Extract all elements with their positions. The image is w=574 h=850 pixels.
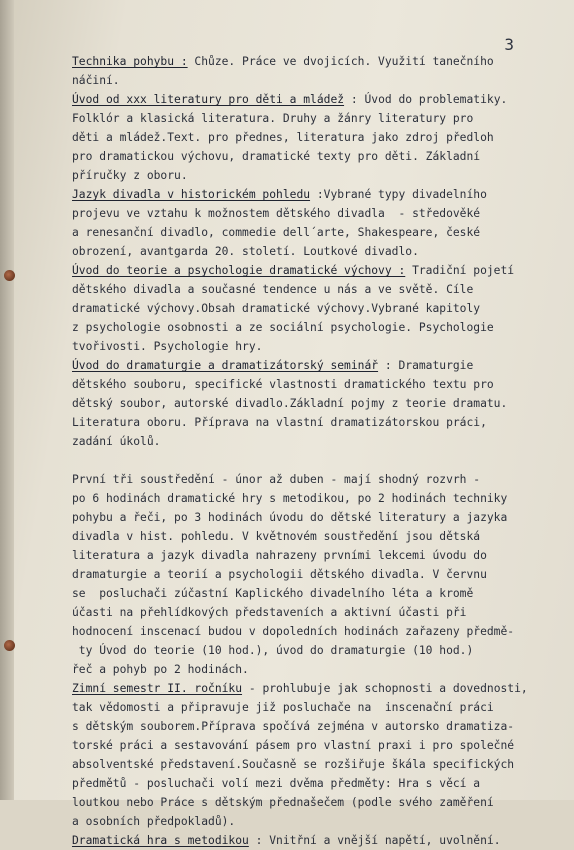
text-line: Folklór a klasická literatura. Druhy a žánry literatury pro bbox=[72, 112, 474, 125]
text-line: Tradiční pojetí bbox=[405, 264, 515, 277]
section-teorie-psychologie bbox=[72, 261, 564, 356]
document-body bbox=[72, 52, 564, 850]
paragraph-gap bbox=[72, 451, 564, 470]
section-uvod-literatury bbox=[72, 90, 564, 185]
section-dramaturgie-seminar bbox=[72, 356, 564, 451]
text-line: účasti na přehlídkových představeních a aktivní účasti při bbox=[72, 606, 467, 619]
text-line: pro dramatickou výchovu, dramatické texty pro děti. Základní bbox=[72, 150, 481, 163]
page-fold-shadow bbox=[0, 0, 14, 800]
text-line: příručky z oboru. bbox=[72, 169, 188, 182]
punch-hole bbox=[4, 640, 15, 651]
text-line: se posluchači zúčastní Kaplického divadelního léta a kromě bbox=[72, 587, 474, 600]
text-line: dětského souboru, specifické vlastnosti dramatického textu pro bbox=[72, 378, 494, 391]
text-line: projevu ve vztahu k možnostem dětského divadla - středověké bbox=[72, 207, 481, 220]
page-number: 3 bbox=[504, 35, 514, 54]
text-line: absolventské představení.Současně se rozšiřuje škála specifických bbox=[72, 758, 515, 771]
text-line: torské práci a sestavování pásem pro vlastní praxi i pro společné bbox=[72, 739, 515, 752]
text-line: náčiní. bbox=[72, 74, 120, 87]
text-line: po 6 hodinách dramatické hry s metodikou, po 2 hodinách techniky bbox=[72, 492, 508, 505]
punch-hole bbox=[4, 270, 15, 281]
text-line: : Dramaturgie bbox=[378, 359, 474, 372]
text-line: a renesanční divadlo, commedie dell´arte, Shakespeare, české bbox=[72, 226, 481, 239]
text-line: : Úvod do problematiky. bbox=[344, 93, 508, 106]
text-line: děti a mládež.Text. pro přednes, literatura jako zdroj předloh bbox=[72, 131, 494, 144]
text-line: tak vědomosti a připravuje již posluchače na inscenační práci bbox=[72, 701, 494, 714]
text-line: Literatura oboru. Příprava na vlastní dramatizátorskou práci, bbox=[72, 416, 487, 429]
section-jazyk-divadla bbox=[72, 185, 564, 261]
text-line: obrození, avantgarda 20. století. Loutkové divadlo. bbox=[72, 245, 419, 258]
text-line: pohybu a řeči, po 3 hodinách úvodu do dětské literatury a jazyka bbox=[72, 511, 508, 524]
section-zimni-semestr bbox=[72, 679, 564, 831]
text-line: předmětů - posluchači volí mezi dvěma předměty: Hra s věcí a bbox=[72, 777, 481, 790]
section-heading: Úvod do dramaturgie a dramatizátorský seminář bbox=[72, 359, 379, 372]
text-line: zadání úkolů. bbox=[72, 435, 161, 448]
paragraph-schedule bbox=[72, 470, 564, 679]
text-line: dětského divadla a současné tendence u nás a ve světě. Cíle bbox=[72, 283, 474, 296]
section-heading: Úvod od xxx literatury pro děti a mládež bbox=[72, 93, 345, 106]
section-heading: Úvod do teorie a psychologie dramatické výchovy : bbox=[72, 264, 406, 277]
text-line: divadla v hist. pohledu. V květnovém soustředění jsou dětská bbox=[72, 530, 481, 543]
text-line: :Vybrané typy divadelního bbox=[310, 188, 487, 201]
text-line: s dětským souborem.Příprava spočívá zejména v autorsko dramatiza- bbox=[72, 720, 515, 733]
section-heading: Jazyk divadla v historickém pohledu bbox=[72, 188, 311, 201]
text-line: loutkou nebo Práce s dětským přednašečem (podle svého zaměření bbox=[72, 796, 494, 809]
section-heading: Zimní semestr II. ročníku bbox=[72, 682, 243, 695]
text-line: dětský soubor, autorské divadlo.Základní pojmy z teorie dramatu. bbox=[72, 397, 508, 410]
text-line: řeč a pohyb po 2 hodinách. bbox=[72, 663, 249, 676]
section-dramaticka-hra bbox=[72, 831, 564, 850]
section-technika-pohybu bbox=[72, 52, 564, 90]
text-line: První tři soustředění - únor až duben - mají shodný rozvrh - bbox=[72, 473, 481, 486]
text-line: hodnocení inscenací budou v dopoledních hodinách zařazeny předmě- bbox=[72, 625, 515, 638]
text-line: ty Úvod do teorie (10 hod.), úvod do dramaturgie (10 hod.) bbox=[72, 644, 474, 657]
text-line: : Vnitřní a vnější napětí, uvolnění. bbox=[248, 834, 501, 847]
text-line: tvořivosti. Psychologie hry. bbox=[72, 340, 263, 353]
text-line: - prohlubuje jak schopnosti a dovednosti, bbox=[242, 682, 528, 695]
text-line: dramatické výchovy.Obsah dramatické výchovy.Vybrané kapitoly bbox=[72, 302, 481, 315]
text-line: dramaturgie a teorií a psychologii dětského divadla. V červnu bbox=[72, 568, 487, 581]
text-line: a osobních předpokladů). bbox=[72, 815, 236, 828]
text-line: literatura a jazyk divadla nahrazeny prvními lekcemi úvodu do bbox=[72, 549, 487, 562]
text-line: z psychologie osobnosti a ze sociální psychologie. Psychologie bbox=[72, 321, 494, 334]
section-heading: Technika pohybu : bbox=[72, 55, 188, 68]
section-heading: Dramatická hra s metodikou bbox=[72, 834, 249, 847]
text-line: Chůze. Práce ve dvojicích. Využití tanečního bbox=[187, 55, 494, 68]
